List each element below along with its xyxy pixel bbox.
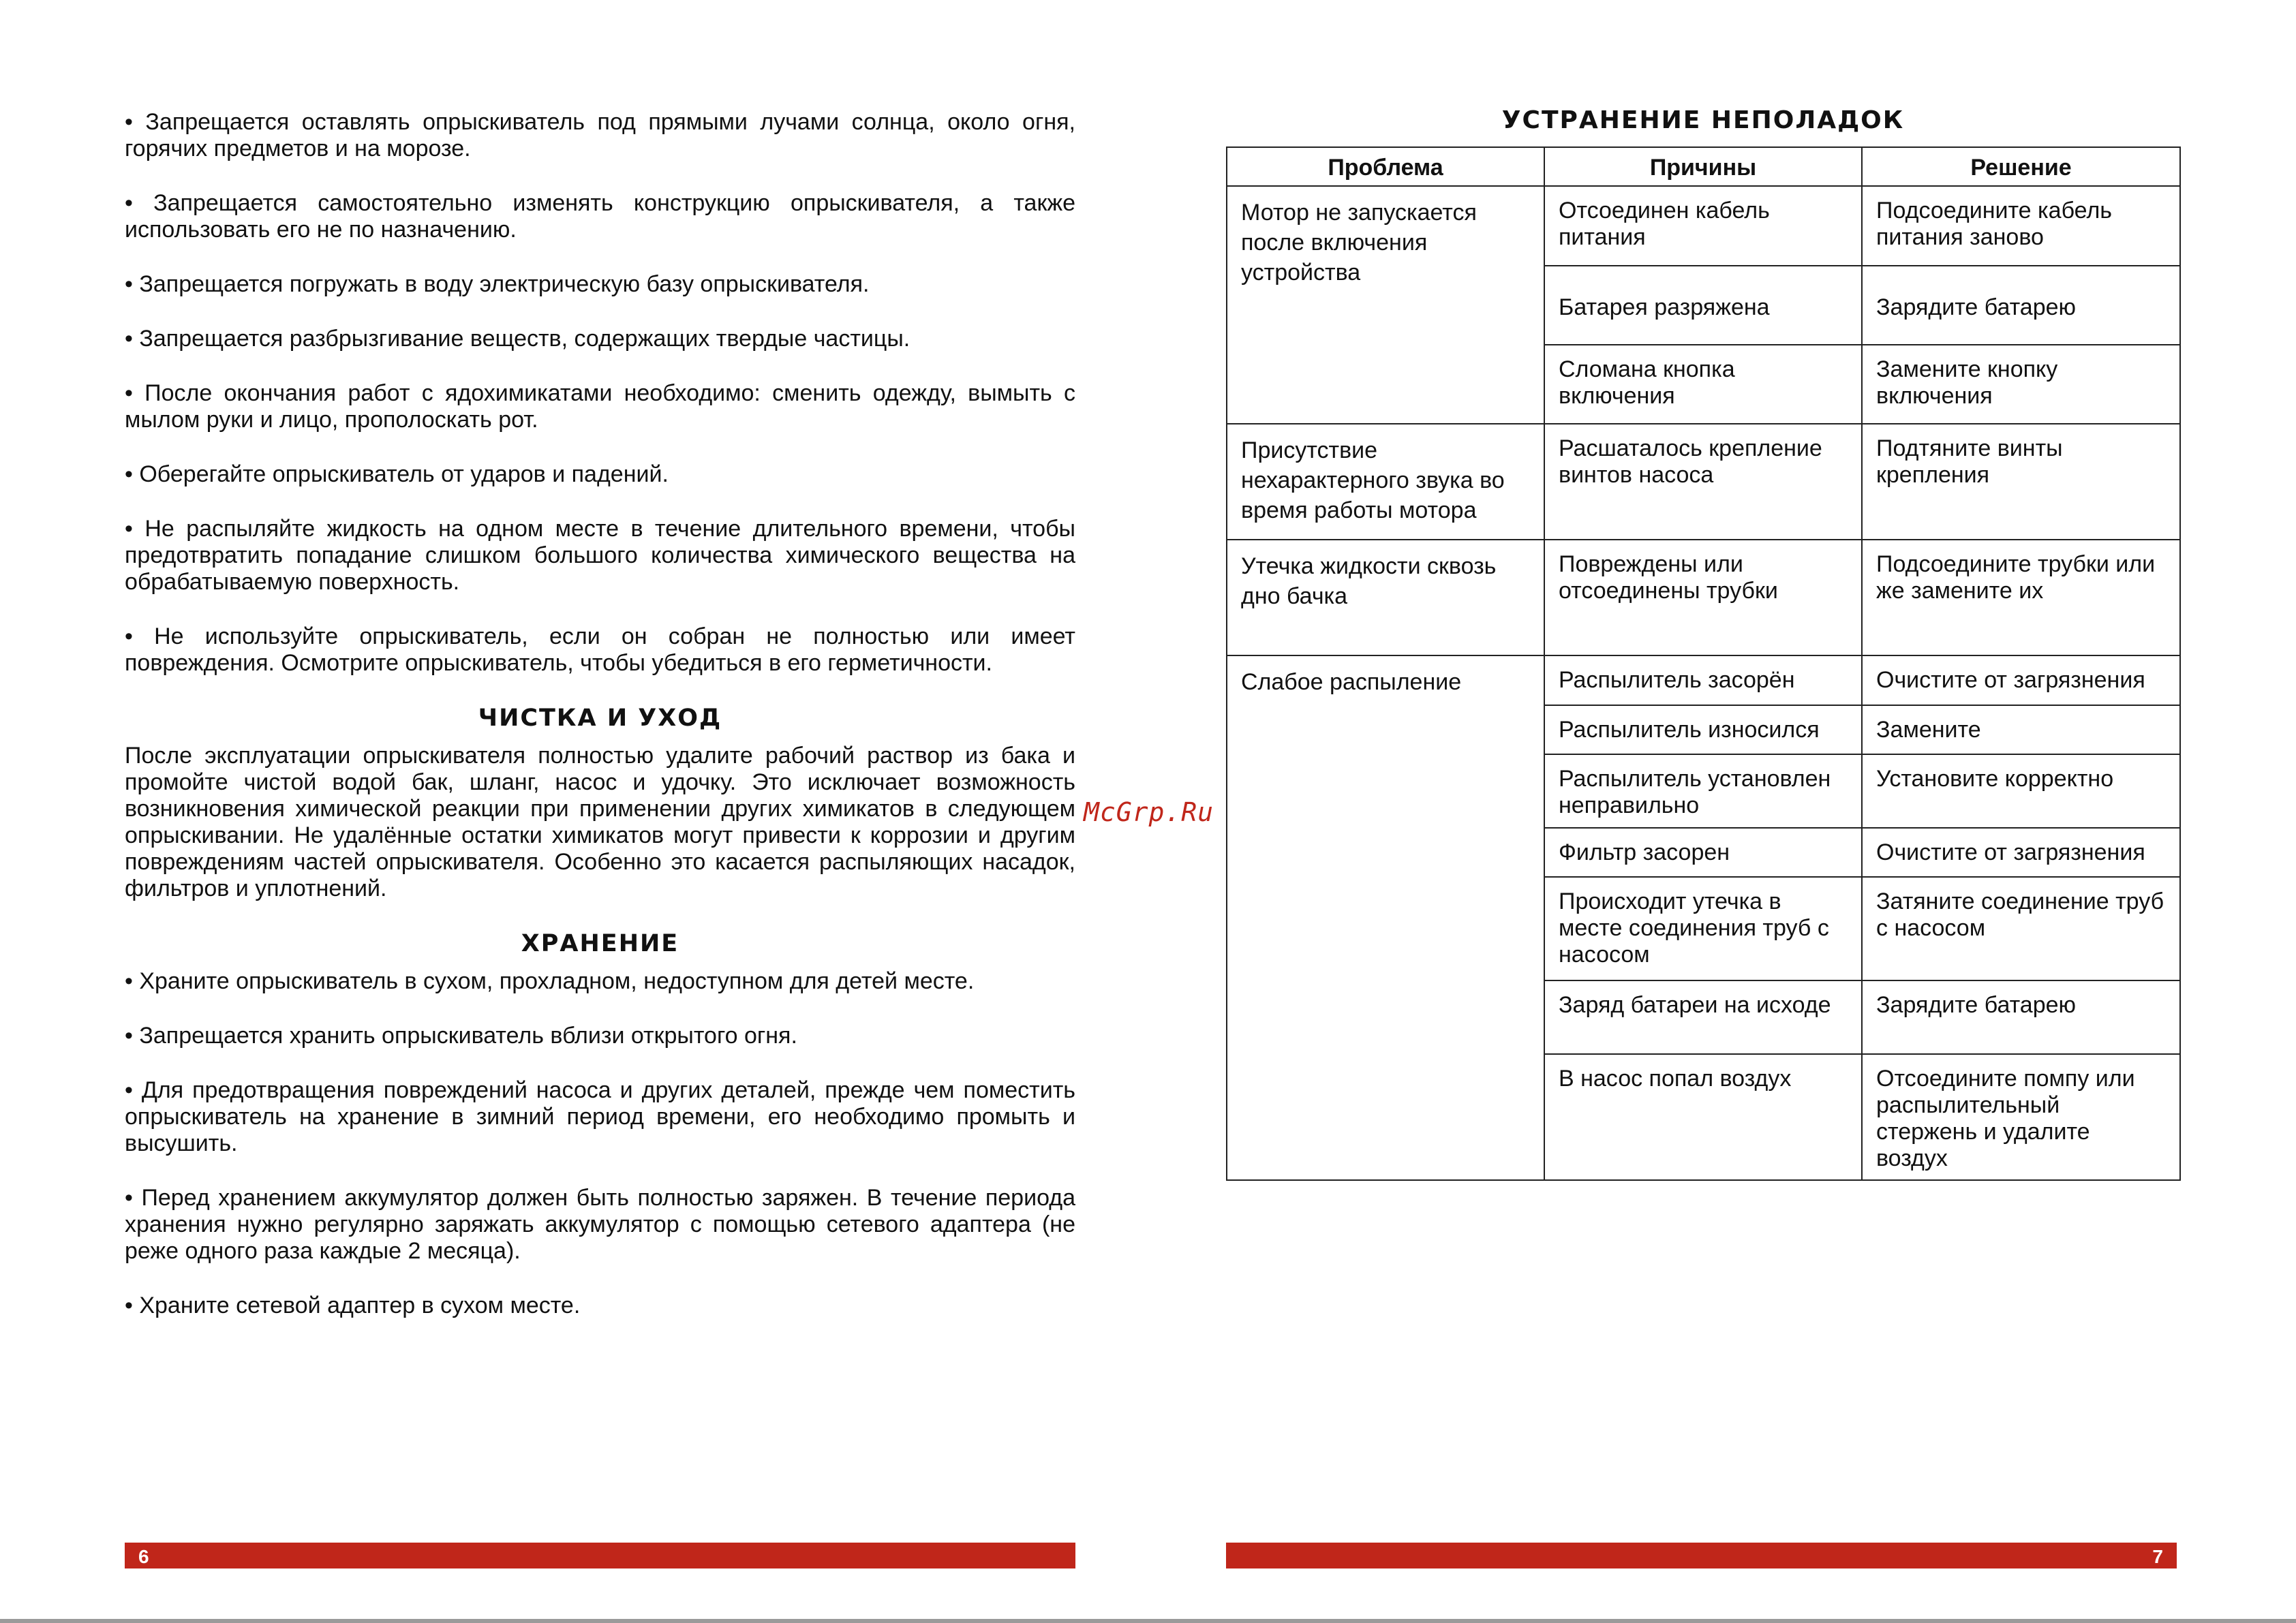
bottom-rule xyxy=(0,1619,2296,1623)
cause-cell: Отсоединен кабель питания xyxy=(1544,186,1862,266)
safety-bullet: • После окончания работ с ядохимикатами необходимо: сменить одежду, вымыть с мылом руки и лицо, прополоскать рот. xyxy=(125,380,1075,433)
solution-cell: Очистите от загрязнения xyxy=(1862,828,2180,877)
safety-bullet: • Запрещается самостоятельно изменять конструкцию опрыскивателя, а также использовать его не по назначению. xyxy=(125,190,1075,243)
table-row xyxy=(1227,186,2180,266)
safety-bullet: • Не используйте опрыскиватель, если он собран не полностью или имеет повреждения. Осмотрите опрыскиватель, чтобы убедиться в его герметичности. xyxy=(125,623,1075,676)
footer-bar-right xyxy=(1226,1543,2177,1568)
table-row xyxy=(1227,424,2180,540)
storage-bullet: • Для предотвращения повреждений насоса и других деталей, прежде чем поместить опрыскиватель на хранение в зимний период времени, его необходимо промыть и высушить. xyxy=(125,1077,1075,1156)
cause-cell: Сломана кнопка включения xyxy=(1544,345,1862,424)
cause-cell: Фильтр засорен xyxy=(1544,828,1862,877)
storage-bullet: • Храните опрыскиватель в сухом, прохладном, недоступном для детей месте. xyxy=(125,968,975,994)
solution-cell: Замените кнопку включения xyxy=(1862,345,2180,424)
solution-cell: Замените xyxy=(1862,705,2180,754)
safety-bullet: • Запрещается погружать в воду электрическую базу опрыскивателя. xyxy=(125,271,870,297)
solution-cell: Подтяните винты крепления xyxy=(1862,424,2180,540)
cause-cell: Распылитель засорён xyxy=(1544,655,1862,705)
problem-cell: Утечка жидкости сквозь дно бачка xyxy=(1227,540,1544,655)
header-solution: Решение xyxy=(1862,147,2180,186)
safety-bullet: • Запрещается разбрызгивание веществ, содержащих твердые частицы. xyxy=(125,326,910,352)
solution-cell: Установите корректно xyxy=(1862,754,2180,828)
troubleshooting-title: УСТРАНЕНИЕ НЕПОЛАДОК xyxy=(1501,106,1905,134)
left-column xyxy=(125,109,1075,1347)
safety-bullet: • Не распыляйте жидкость на одном месте в течение длительного времени, чтобы предотвратить попадание слишком большого количества химического вещества на обрабатываемую поверхность. xyxy=(125,516,1075,595)
solution-cell: Очистите от загрязнения xyxy=(1862,655,2180,705)
cleaning-heading: ЧИСТКА И УХОД xyxy=(478,705,722,732)
cleaning-text: После эксплуатации опрыскивателя полностью удалите рабочий раствор из бака и промойте чистой водой бак, шланг, насос и удочку. Это исключает возможность возникновения химической реакции при применении других химикатов в следующем опрыскивании. Не удалённые остатки химикатов могут привести к коррозии и другим повреждениям частей опрыскивателя. Особенно это касается распыляющих насадок, фильтров и уплотнений. xyxy=(125,743,1075,901)
solution-cell: Затяните соединение труб с насосом xyxy=(1862,877,2180,980)
problem-cell: Слабое распыление xyxy=(1227,655,1544,1180)
cause-cell: Батарея разряжена xyxy=(1544,266,1862,345)
storage-heading: ХРАНЕНИЕ xyxy=(521,930,679,957)
safety-bullet: • Оберегайте опрыскиватель от ударов и падений. xyxy=(125,461,669,487)
solution-cell: Подсоедините кабель питания заново xyxy=(1862,186,2180,266)
storage-bullet: • Перед хранением аккумулятор должен быть полностью заряжен. В течение периода хранения нужно регулярно заряжать аккумулятор с помощью сетевого адаптера (не реже одного раза каждые 2 месяца). xyxy=(125,1185,1075,1264)
cause-cell: Распылитель износился xyxy=(1544,705,1862,754)
storage-bullet: • Храните сетевой адаптер в сухом месте. xyxy=(125,1293,581,1318)
safety-bullet: • Запрещается оставлять опрыскиватель под прямыми лучами солнца, около огня, горячих предметов и на морозе. xyxy=(125,109,1075,161)
troubleshooting-table xyxy=(1226,146,2181,1181)
header-causes: Причины xyxy=(1544,147,1862,186)
cause-cell: Повреждены или отсоединены трубки xyxy=(1544,540,1862,655)
cause-cell: Заряд батареи на исходе xyxy=(1544,980,1862,1054)
page-number-left: 6 xyxy=(138,1546,149,1567)
solution-cell: Подсоедините трубки или же замените их xyxy=(1862,540,2180,655)
cause-cell: Распылитель установлен неправильно xyxy=(1544,754,1862,828)
solution-cell: Отсоедините помпу или распылительный стержень и удалите воздух xyxy=(1862,1054,2180,1180)
cause-cell: В насос попал воздух xyxy=(1544,1054,1862,1180)
solution-cell: Зарядите батарею xyxy=(1862,266,2180,345)
problem-cell: Мотор не запускается после включения устройства xyxy=(1227,186,1544,424)
table-row xyxy=(1227,540,2180,655)
watermark: McGrp.Ru xyxy=(1084,797,1214,827)
cause-cell: Расшаталось крепление винтов насоса xyxy=(1544,424,1862,540)
page-number-right: 7 xyxy=(2152,1546,2163,1567)
cause-cell: Происходит утечка в месте соединения труб с насосом xyxy=(1544,877,1862,980)
table-header-row xyxy=(1227,147,2180,186)
table-row xyxy=(1227,655,2180,705)
footer-bar-left xyxy=(125,1543,1075,1568)
solution-cell: Зарядите батарею xyxy=(1862,980,2180,1054)
header-problem: Проблема xyxy=(1227,147,1544,186)
problem-cell: Присутствие нехарактерного звука во время работы мотора xyxy=(1227,424,1544,540)
storage-bullet: • Запрещается хранить опрыскиватель вблизи открытого огня. xyxy=(125,1023,797,1049)
